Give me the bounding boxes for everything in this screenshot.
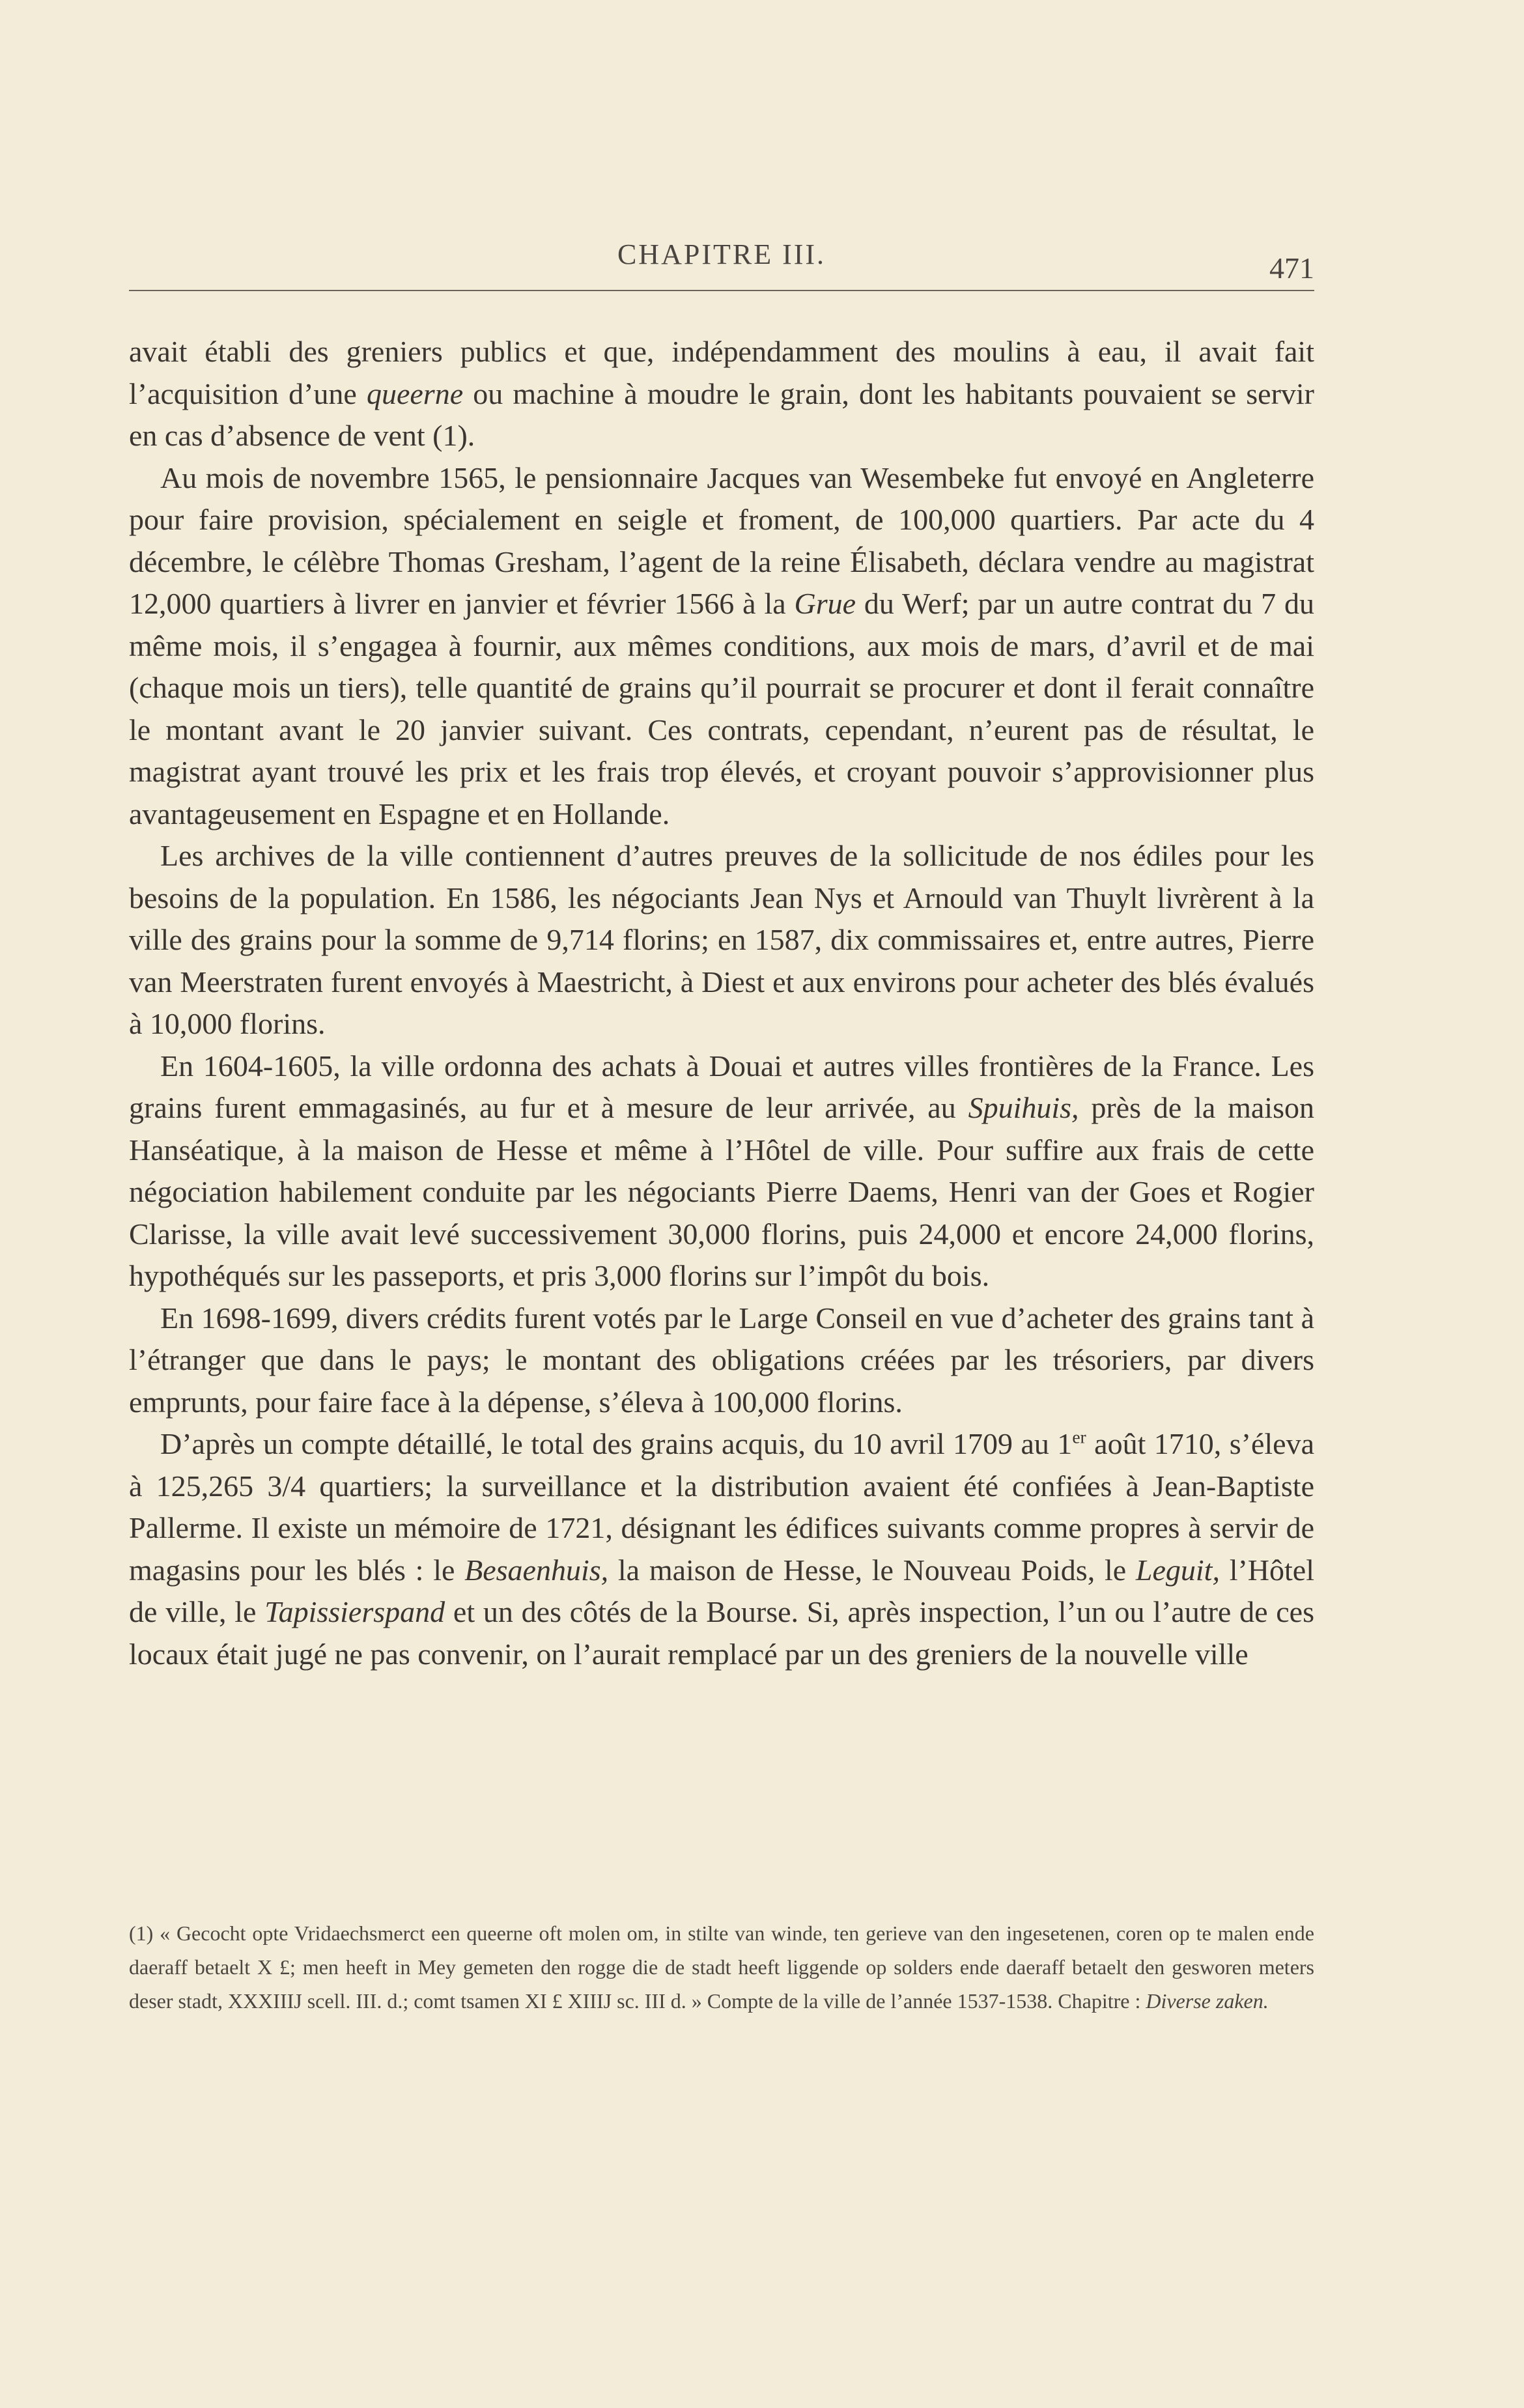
- text-run: et un des côtés de la Bourse. Si, après inspection, l’un ou l’autre de ces locaux était jugé ne pas convenir, on l’aurait remplacé par un des greniers de la nouvelle ville: [129, 1595, 1314, 1671]
- italic-term: Leguit,: [1135, 1553, 1220, 1587]
- italic-term: queerne: [366, 376, 464, 410]
- text-run: l’Hôtel de ville, le: [129, 1553, 1314, 1628]
- paragraph-5: En 1698-1699, divers crédits furent votés par le Large Conseil en vue d’acheter des grains tant à l’étranger que dans le pays; le montant des obligations créées par les trésoriers, par divers emprunts, pour faire face à la dépense, s’éleva à 100,000 florins.: [129, 1301, 1314, 1419]
- text-run: près de la maison Hanséatique, à la maison de Hesse et même à l’Hôtel de ville. Pour suffire aux frais de cette négociation habilement conduite par les négociants Pierre Daems, Henri van der Goes et Rogier Clarisse, la ville avait levé successivement 30,000 florins, puis 24,000 et encore 24,000 florins, hypothéqués sur les passeports, et pris 3,000 florins sur l’impôt du bois.: [129, 1091, 1314, 1292]
- text-run: Au mois de novembre 1565, le pensionnaire Jacques van Wesembeke fut envoyé en Angleterre pour faire provision, spécialement en seigle et froment, de 100,000 quartiers. Par acte du 4 décembre, le célèbre Thomas Gresham, l’agent de la reine Élisabeth, déclara vendre au magistrat 12,000 quartiers à livrer en janvier et février 1566 à la: [129, 460, 1314, 620]
- text-run: avait établi des greniers publics et que, indépendamment des moulins à eau, il avait fait l’acquisition d’une: [129, 335, 1314, 410]
- text-run: En 1604-1605, la ville ordonna des achats à Douai et autres villes frontières de la France. Les grains furent emmagasinés, au fur et à mesure de leur arrivée, au: [129, 1049, 1314, 1124]
- italic-term: Besaenhuis,: [464, 1553, 609, 1587]
- paragraph-3: Les archives de la ville contiennent d’autres preuves de la sollicitude de nos édiles pour les besoins de la population. En 1586, les négociants Jean Nys et Arnould van Thuylt livrèrent à la ville des grains pour la somme de 9,714 florins; en 1587, dix commissaires et, entre autres, Pierre van Meerstraten furent envoyés à Maestricht, à Diest et aux environs pour acheter des blés évalués à 10,000 florins.: [129, 839, 1314, 1040]
- body-text: [129, 331, 1314, 1675]
- footnote: [129, 1916, 1314, 2018]
- paragraph-2: [129, 457, 1314, 836]
- text-run: D’après un compte détaillé, le total des grains acquis, du 10 avril 1709 au 1: [160, 1427, 1073, 1460]
- page-header: [129, 238, 1314, 296]
- superscript: er: [1072, 1426, 1086, 1447]
- italic-term: Spuihuis,: [968, 1091, 1079, 1124]
- page-number: 471: [1269, 251, 1314, 285]
- footnote-italic: Diverse zaken.: [1146, 1989, 1269, 2013]
- italic-term: Tapissierspand: [264, 1595, 445, 1628]
- text-run: ou machine à moudre le grain, dont les habitants pouvaient se servir en cas d’absence de vent (1).: [129, 376, 1314, 452]
- text-run: août 1710, s’éleva à 125,265 3/4 quartiers; la surveillance et la distribution avaient été confiées à Jean-Baptiste Pallerme. Il existe un mémoire de 1721, désignant les édifices suivants comme propres à servir de magasins pour les blés : le: [129, 1427, 1314, 1587]
- paragraph-1: [129, 331, 1314, 457]
- footnote-text: (1) « Gecocht opte Vridaechsmerct een queerne oft molen om, in stilte van winde, ten gerieve van den ingesetenen, coren op te malen ende daeraff betaelt X £; men heeft in Mey gemeten den rogge die de stadt heeft liggende op solders ende daeraff betaelt den gesworen meters deser stadt, XXXIIIJ scell. III. d.; comt tsamen XI £ XIIIJ sc. III d. » Compte de la ville de l’année 1537-1538. Chapitre :: [129, 1921, 1314, 2013]
- running-title: CHAPITRE III.: [617, 238, 826, 270]
- paragraph-6: [129, 1423, 1314, 1675]
- italic-term: Grue: [794, 587, 856, 620]
- paragraph-4: [129, 1045, 1314, 1297]
- text-run: du Werf; par un autre contrat du 7 du même mois, il s’engagea à fournir, aux mêmes conditions, aux mois de mars, d’avril et de mai (chaque mois un tiers), telle quantité de grains qu’il pourrait se procurer et dont il ferait connaître le montant avant le 20 janvier suivant. Ces contrats, cependant, n’eurent pas de résultat, le magistrat ayant trouvé les prix et les frais trop élevés, et croyant pouvoir s’approvisionner plus avantageusement en Espagne et en Hollande.: [129, 587, 1314, 830]
- header-rule: [129, 290, 1314, 291]
- text-run: la maison de Hesse, le Nouveau Poids, le: [608, 1553, 1136, 1587]
